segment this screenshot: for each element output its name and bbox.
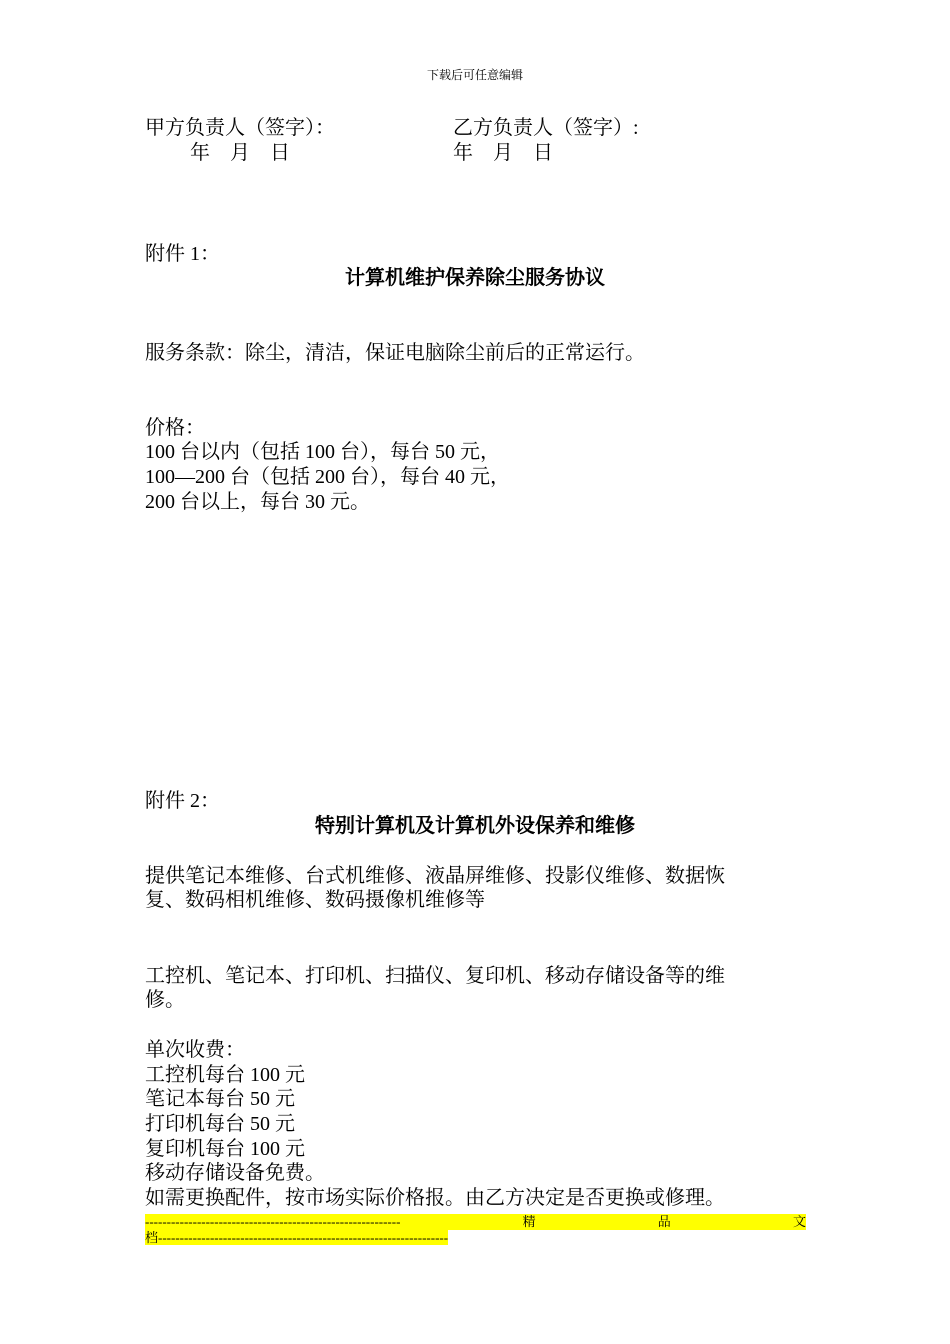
footer-char: 文 bbox=[792, 1214, 806, 1229]
price-line: 100—200 台（包括 200 台），每台 40 元， bbox=[145, 466, 510, 488]
service-paragraph-line: 复、数码相机维修、数码摄像机维修等 bbox=[145, 889, 485, 911]
attachment2-title: 特别计算机及计算机外设保养和维修 bbox=[315, 815, 635, 837]
fee-line: 如需更换配件，按市场实际价格报。由乙方决定是否更换或修理。 bbox=[145, 1187, 725, 1209]
party-b-date: 年 月 日 bbox=[453, 142, 553, 164]
header-note: 下载后可任意编辑 bbox=[426, 68, 523, 82]
party-a-date: 年 月 日 bbox=[190, 142, 290, 164]
attachment1-terms: 服务条款：除尘，清洁，保证电脑除尘前后的正常运行。 bbox=[145, 342, 645, 364]
price-line: 200 台以上，每台 30 元。 bbox=[145, 491, 370, 513]
device-paragraph-line: 工控机、笔记本、打印机、扫描仪、复印机、移动存储设备等的维 bbox=[145, 965, 725, 987]
party-b-signature-label: 乙方负责人（签字）: bbox=[453, 117, 639, 139]
service-paragraph-line: 提供笔记本维修、台式机维修、液晶屏维修、投影仪维修、数据恢 bbox=[145, 865, 725, 887]
device-paragraph-line: 修。 bbox=[145, 989, 185, 1011]
footer-line2: 档------------------------------------------------------------------- bbox=[145, 1230, 449, 1245]
fee-line: 移动存储设备免费。 bbox=[145, 1162, 325, 1184]
fee-line: 打印机每台 50 元 bbox=[145, 1113, 295, 1135]
footer-banner bbox=[145, 1214, 806, 1230]
party-a-signature-label: 甲方负责人（签字）： bbox=[145, 117, 335, 139]
attachment2-label: 附件 2： bbox=[145, 790, 220, 812]
price-label: 价格： bbox=[145, 417, 205, 439]
fee-label: 单次收费： bbox=[145, 1039, 245, 1061]
attachment1-title: 计算机维护保养除尘服务协议 bbox=[345, 267, 605, 289]
fee-line: 笔记本每台 50 元 bbox=[145, 1088, 295, 1110]
footer-dashes: ----------------------------------------------------------- bbox=[145, 1214, 401, 1229]
footer-char: 品 bbox=[657, 1214, 671, 1229]
attachment1-label: 附件 1： bbox=[145, 243, 220, 265]
fee-line: 复印机每台 100 元 bbox=[145, 1138, 305, 1160]
price-line: 100 台以内（包括 100 台），每台 50 元， bbox=[145, 441, 500, 463]
fee-line: 工控机每台 100 元 bbox=[145, 1064, 305, 1086]
footer-char: 精 bbox=[522, 1214, 536, 1229]
